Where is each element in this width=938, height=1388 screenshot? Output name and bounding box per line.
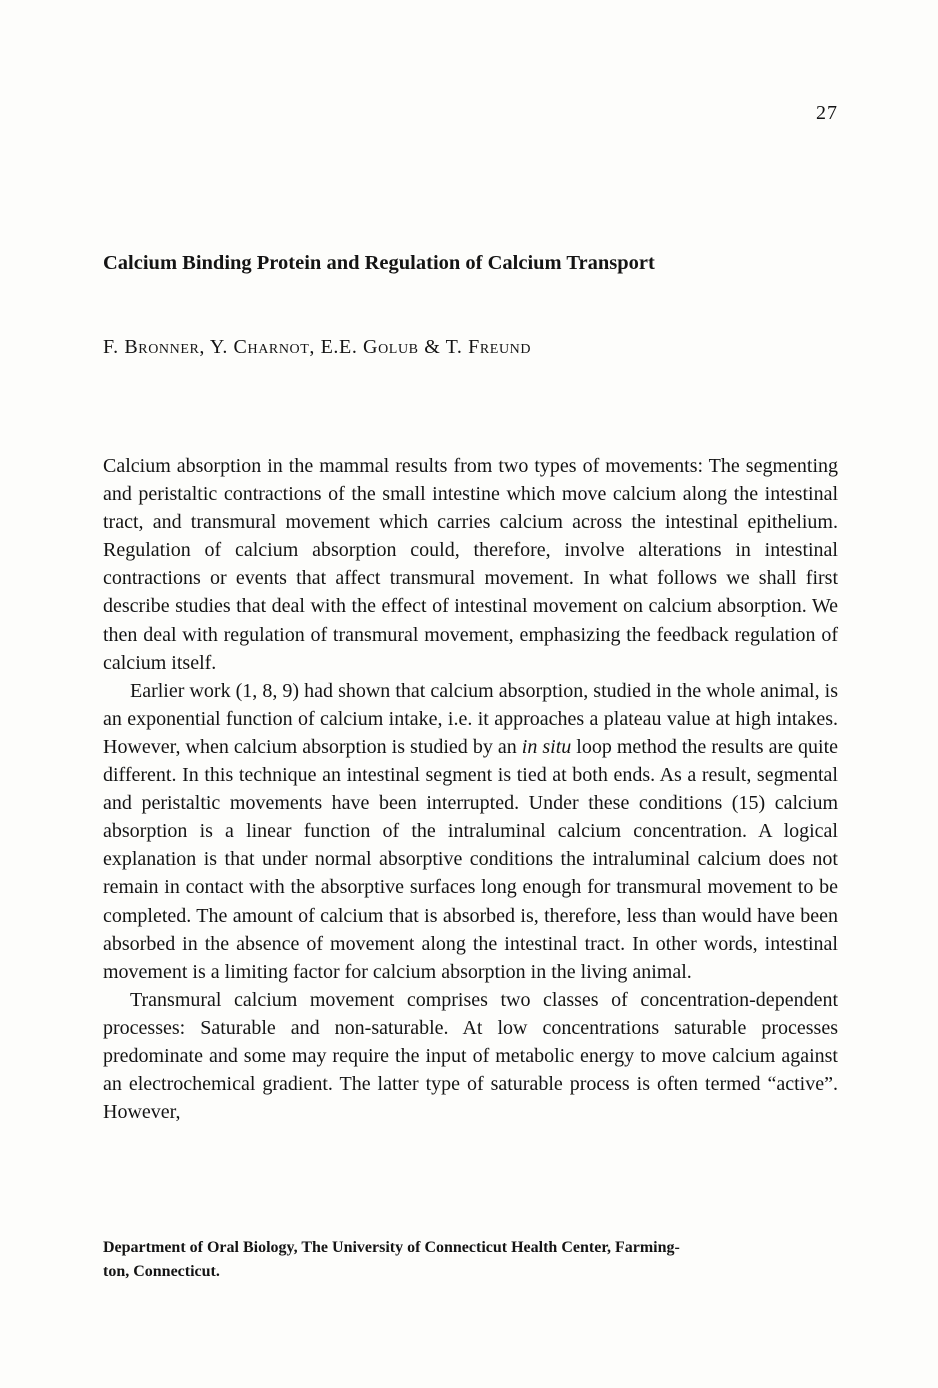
paragraph-2-text-pre: Earlier work (1, 8, 9) had shown that calcium absorption, studied in the whole animal, is an exponential function of calcium intake, i.e. it approaches a plateau value at high intakes. However, when calcium absorption is studied by an [103,679,838,758]
paragraph-3: Transmural calcium movement comprises two classes of concentration-dependent processes: Saturable and non-saturable. At low concentrations saturable processes predominate and some may require the input of metabolic energy to move calcium against an electrochemical gradient. The latter type of saturable process is often termed “active”. However, [103,988,838,1124]
footnote-line-2: ton, Connecticut. [103,1263,220,1280]
paragraph-1: Calcium absorption in the mammal results from two types of movements: The segmenting and peristaltic contractions of the small intestine which move calcium along the intestinal tract, and transmural movement which carries calcium across the intestinal epithelium. Regulation of calcium absorption could, therefore, involve alterations in intestinal contractions or events that affect transmural movement. In what follows we shall first describe studies that deal with the effect of intestinal movement on calcium absorption. We then deal with regulation of transmural movement, emphasizing the feedback regulation of calcium itself. [103,455,838,674]
affiliation-footnote [103,1236,838,1284]
page-number: 27 [816,102,838,124]
paragraph-2 [103,677,838,986]
footnote-line-1: Department of Oral Biology, The University of Connecticut Health Center, Farming- [103,1239,680,1256]
article-title: Calcium Binding Protein and Regulation of Calcium Transport [103,252,655,274]
article-body [103,452,838,1126]
in-situ-italic-phrase: in situ [521,735,572,758]
author-line: F. Bronner, Y. Charnot, E.E. Golub & T. Freund [103,336,532,358]
paragraph-2-text-post: loop method the results are quite different. In this technique an intestinal segment is tied at both ends. As a result, segmental and peristaltic movements have been interrupted. Under these conditions (15) calcium absorption is a linear function of the intraluminal calcium concentration. A logical explanation is that under normal absorptive conditions the intraluminal calcium does not remain in contact with the absorptive surfaces long enough for transmural movement to be completed. The amount of calcium that is absorbed is, therefore, less than would have been absorbed in the absence of movement along the intestinal tract. In other words, intestinal movement is a limiting factor for calcium absorption in the living animal. [103,735,839,983]
